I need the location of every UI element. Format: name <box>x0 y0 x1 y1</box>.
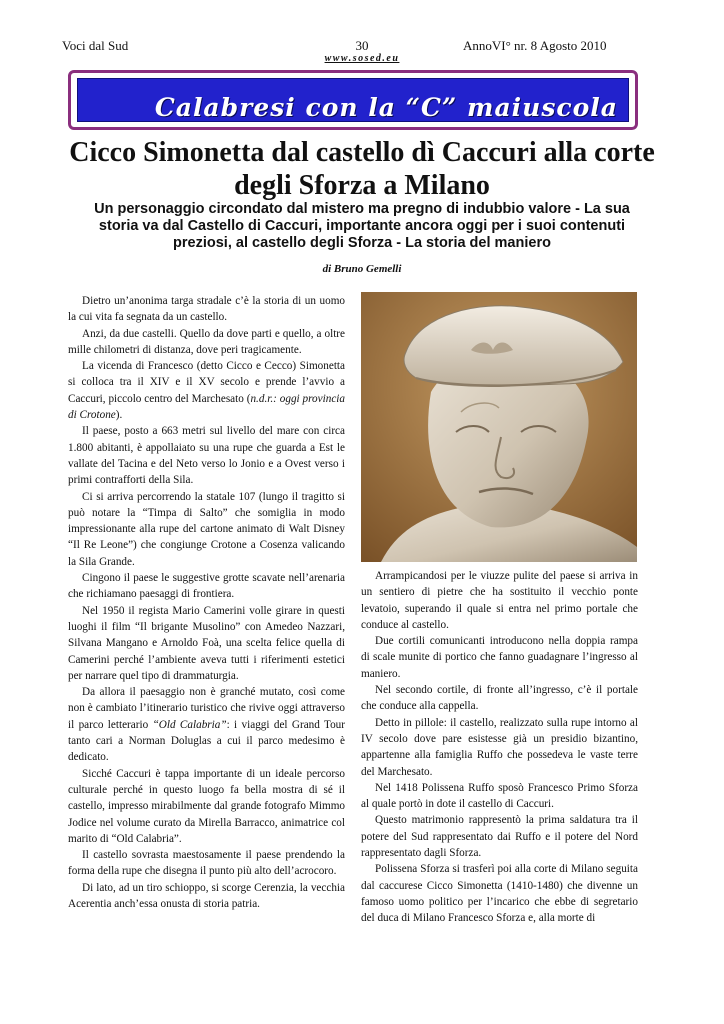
park-name: “Old Calabria” <box>152 718 227 731</box>
editor-note: n.d.r.: oggi provincia di Crotone <box>68 392 345 422</box>
paragraph: Da allora il paesaggio non è granché mutato, così come non è cambiato l’itinerario turistico che rivive oggi attraverso il parco letterario “Old Calabria”: i viaggi del Grand Tour tanto cari a Norman Doluglas a cui il parco medesimo è dedicato. <box>68 686 346 764</box>
paragraph: Anzi, da due castelli. Quello da dove parti e quello, a oltre mille chilometri di distanza, dove peri tragicamente. <box>68 327 345 356</box>
paragraph: Ci si arriva percorrendo la statale 107 (lungo il tragitto si può notare la “Timpa di Salto” che somiglia in modo impressionante alla rupe del cartone animato di Walt Disney “Il Re Leone”) che congiunge Crotone a Cosenza valicando la Sila Grande. <box>68 490 345 568</box>
paragraph: Il castello sovrasta maestosamente il paese prendendo la forma della rupe che disegna il punto più alto dell’acrocoro. <box>68 849 345 878</box>
section-banner-fill <box>77 78 629 122</box>
left-column <box>68 293 345 912</box>
article-title: Cicco Simonetta dal castello dì Caccuri alla corte degli Sforza a Milano <box>69 137 655 201</box>
paragraph: Cingono il paese le suggestive grotte scavate nell’arenaria che richiamano paesaggi di frontiera. <box>68 572 345 601</box>
right-column <box>361 568 638 927</box>
bust-photo <box>361 292 637 562</box>
paragraph: La vicenda di Francesco (detto Cicco e Cecco) Simonetta si colloca tra il XIV e il XV secolo e prende l’avvio a Caccuri, piccolo centro del Marchesato (n.d.r.: oggi provincia di Crotone). <box>68 360 345 422</box>
paragraph: Polissena Sforza si trasferì poi alla corte di Milano seguita dal caccurese Cicco Simonetta (1410-1480) che divenne un famoso uomo politico per l’incarico che ebbe di segretario del duca di Milano Francesco Sforza e, alla morte di <box>361 863 638 925</box>
header-website: www.sosed.eu <box>324 53 400 64</box>
section-banner-title: Calabresi con la “C” maiuscola <box>154 93 618 122</box>
article-author: di Bruno Gemelli <box>322 263 402 275</box>
paragraph: Dietro un’anonima targa stradale c’è la storia di un uomo la cui vita fa segnata da un castello. <box>68 295 345 324</box>
article-subtitle: Un personaggio circondato dal mistero ma pregno di indubbio valore - La sua storia va dal Castello di Caccuri, importante ancora oggi per i suoi contenuti preziosi, al castello degli Sforza - La storia del maniero <box>94 201 630 251</box>
paragraph: Nel 1950 il regista Mario Camerini volle girare in questi luoghi il film “Il brigante Musolino” con Amedeo Nazzari, Silvana Mangano e Arnoldo Foà, una scelta felice quella di Camerini perché l’ambiente aveva tutti i riferimenti estetici per narrare quel tipo di drammaturgia. <box>68 604 345 682</box>
paragraph: Detto in pillole: il castello, realizzato sulla rupe intorno al IV secolo dove pare esistesse già un presidio bizantino, appartenne alla famiglia Ruffo che possedeva le vaste terre del Marchesato. <box>361 716 638 778</box>
paragraph: Il paese, posto a 663 metri sul livello del mare con circa 1.800 abitanti, è appollaiato su una rupe che guarda a Est le vallate del Tacina e del Neto verso lo Jonio e a Ovest verso i primi contrafforti della Sila. <box>68 425 345 487</box>
paragraph: Di lato, ad un tiro schioppo, si scorge Cerenzia, la vecchia Acerentia anch’essa onusta di storia patria. <box>68 881 345 910</box>
header-page-number: 30 <box>355 38 369 53</box>
paragraph: Nel secondo cortile, di fronte all’ingresso, c’è il portale che conduce alla cappella. <box>361 684 638 713</box>
paragraph: Arrampicandosi per le viuzze pulite del paese si arriva in un sentiero di pietre che ha sostituito il vecchio ponte levatoio, superando il quale si entra nel primo portale che conduce al castello. <box>361 570 638 631</box>
paragraph: Questo matrimonio rappresentò la prima saldatura tra il potere del Sud rappresentato dai Ruffo e il potere del Nord rappresentato dagli Sforza. <box>361 814 638 860</box>
paragraph: Due cortili comunicanti introducono nella doppia rampa di scale munite di portico che fanno guadagnare l’ingresso al maniero. <box>361 635 638 680</box>
header-publication: Voci dal Sud <box>62 38 129 53</box>
header-issue: AnnoVI° nr. 8 Agosto 2010 <box>463 38 607 53</box>
section-banner <box>68 70 638 130</box>
paragraph: Nel 1418 Polissena Ruffo sposò Francesco Primo Sforza al quale portò in dote il castello di Caccuri. <box>361 781 638 811</box>
paragraph: Sicché Caccuri è tappa importante di un ideale percorso culturale perché in questo luogo fa bella mostra di sé il castello, impresso mirabilmente dal grande fotografo Mimmo Jodice nel volume curato da Mirella Barracco, animatrice col marito di “Old Calabria”. <box>68 767 345 845</box>
bust-illustration <box>361 292 637 562</box>
